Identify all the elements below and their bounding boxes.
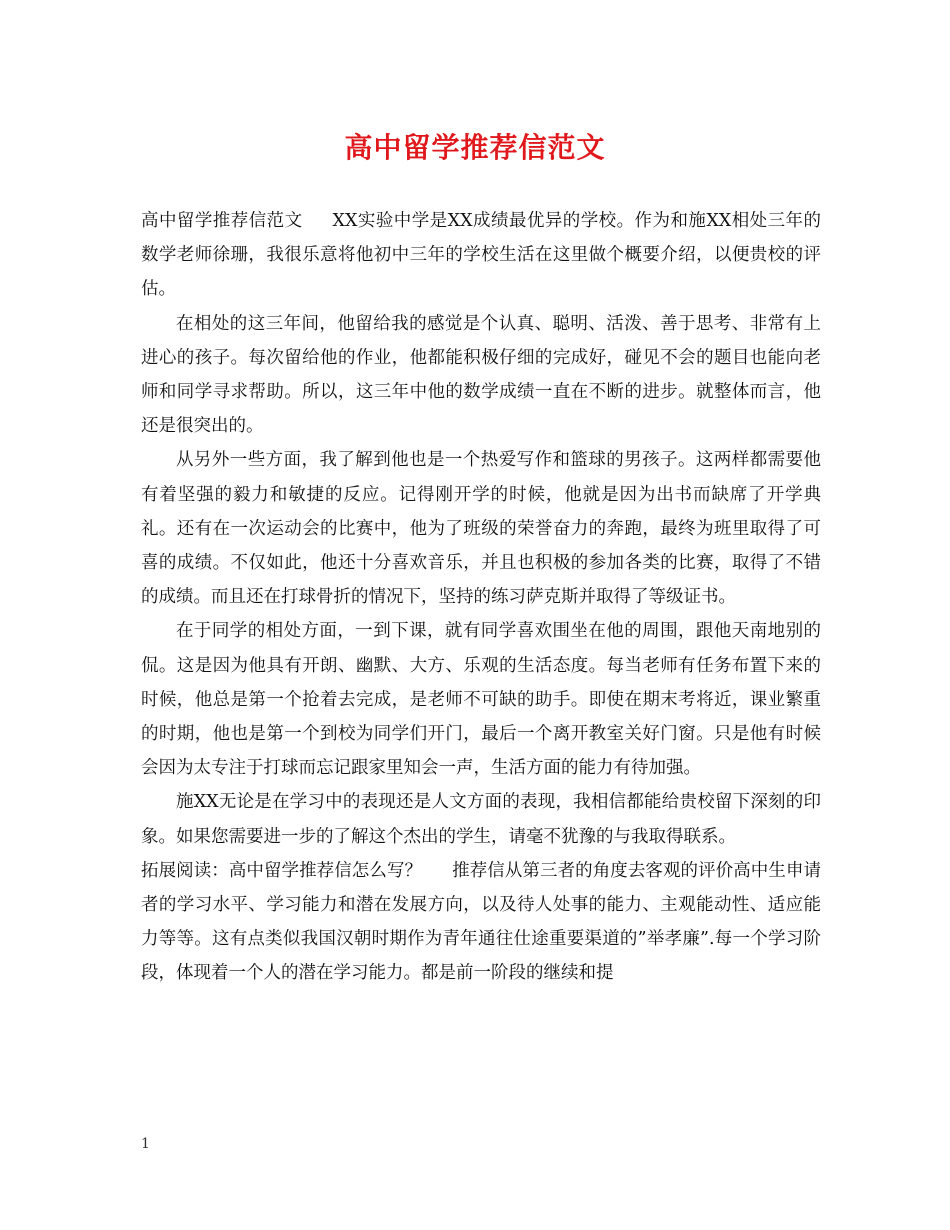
extended-lead: 拓展阅读：高中留学推荐信怎么写？ (141, 860, 423, 881)
extended-text: 推荐信从第三者的角度去客观的评价高中生申请者的学习水平、学习能力和潜在发展方向，以及待人处事的能力、主观能动性、适应能力等等。这有点类似我国汉朝时期作为青年通往仕途重要渠道的”举孝廉”.每一个学习阶段，体现着一个人的潜在学习能力。都是前一阶段的继续和提 (141, 860, 822, 984)
paragraph-extended (141, 854, 821, 991)
page-number: 1 (141, 1136, 150, 1152)
paragraph: 在相处的这三年间，他留给我的感觉是个认真、聪明、活泼、善于思考、非常有上进心的孩子。每次留给他的作业，他都能积极仔细的完成好，碰见不会的题目也能向老师和同学寻求帮助。所以，这三年中他的数学成绩一直在不断的进步。就整体而言，他还是很突出的。 (141, 313, 821, 437)
intro-text: XX实验中学是XX成绩最优异的学校。作为和施XX相处三年的数学老师徐珊，我很乐意将他初中三年的学校生活在这里做个概要介绍，以便贵校的评估。 (141, 211, 822, 300)
paragraph-intro (141, 204, 821, 307)
paragraph: 在于同学的相处方面，一到下课，就有同学喜欢围坐在他的周围，跟他天南地别的侃。这是因为他具有开朗、幽默、大方、乐观的生活态度。每当老师有任务布置下来的时候，他总是第一个抢着去完成，是老师不可缺的助手。即使在期末考将近，课业繁重的时期，他也是第一个到校为同学们开门，最后一个离开教室关好门窗。只是他有时候会因为太专注于打球而忘记跟家里知会一声，生活方面的能力有待加强。 (141, 621, 821, 779)
document-title: 高中留学推荐信范文 (344, 131, 606, 164)
intro-lead: 高中留学推荐信范文 (141, 211, 303, 231)
paragraph: 从另外一些方面，我了解到他也是一个热爱写作和篮球的男孩子。这两样都需要他有着坚强的毅力和敏捷的反应。记得刚开学的时候，他就是因为出书而缺席了开学典礼。还有在一次运动会的比赛中，他为了班级的荣誉奋力的奔跑，最终为班里取得了可喜的成绩。不仅如此，他还十分喜欢音乐，并且也积极的参加各类的比赛，取得了不错的成绩。而且还在打球骨折的情况下，坚持的练习萨克斯并取得了等级证书。 (141, 450, 821, 608)
document-body (141, 204, 821, 991)
paragraph: 施XX无论是在学习中的表现还是人文方面的表现，我相信都能给贵校留下深刻的印象。如果您需要进一步的了解这个杰出的学生，请毫不犹豫的与我取得联系。 (141, 792, 821, 847)
